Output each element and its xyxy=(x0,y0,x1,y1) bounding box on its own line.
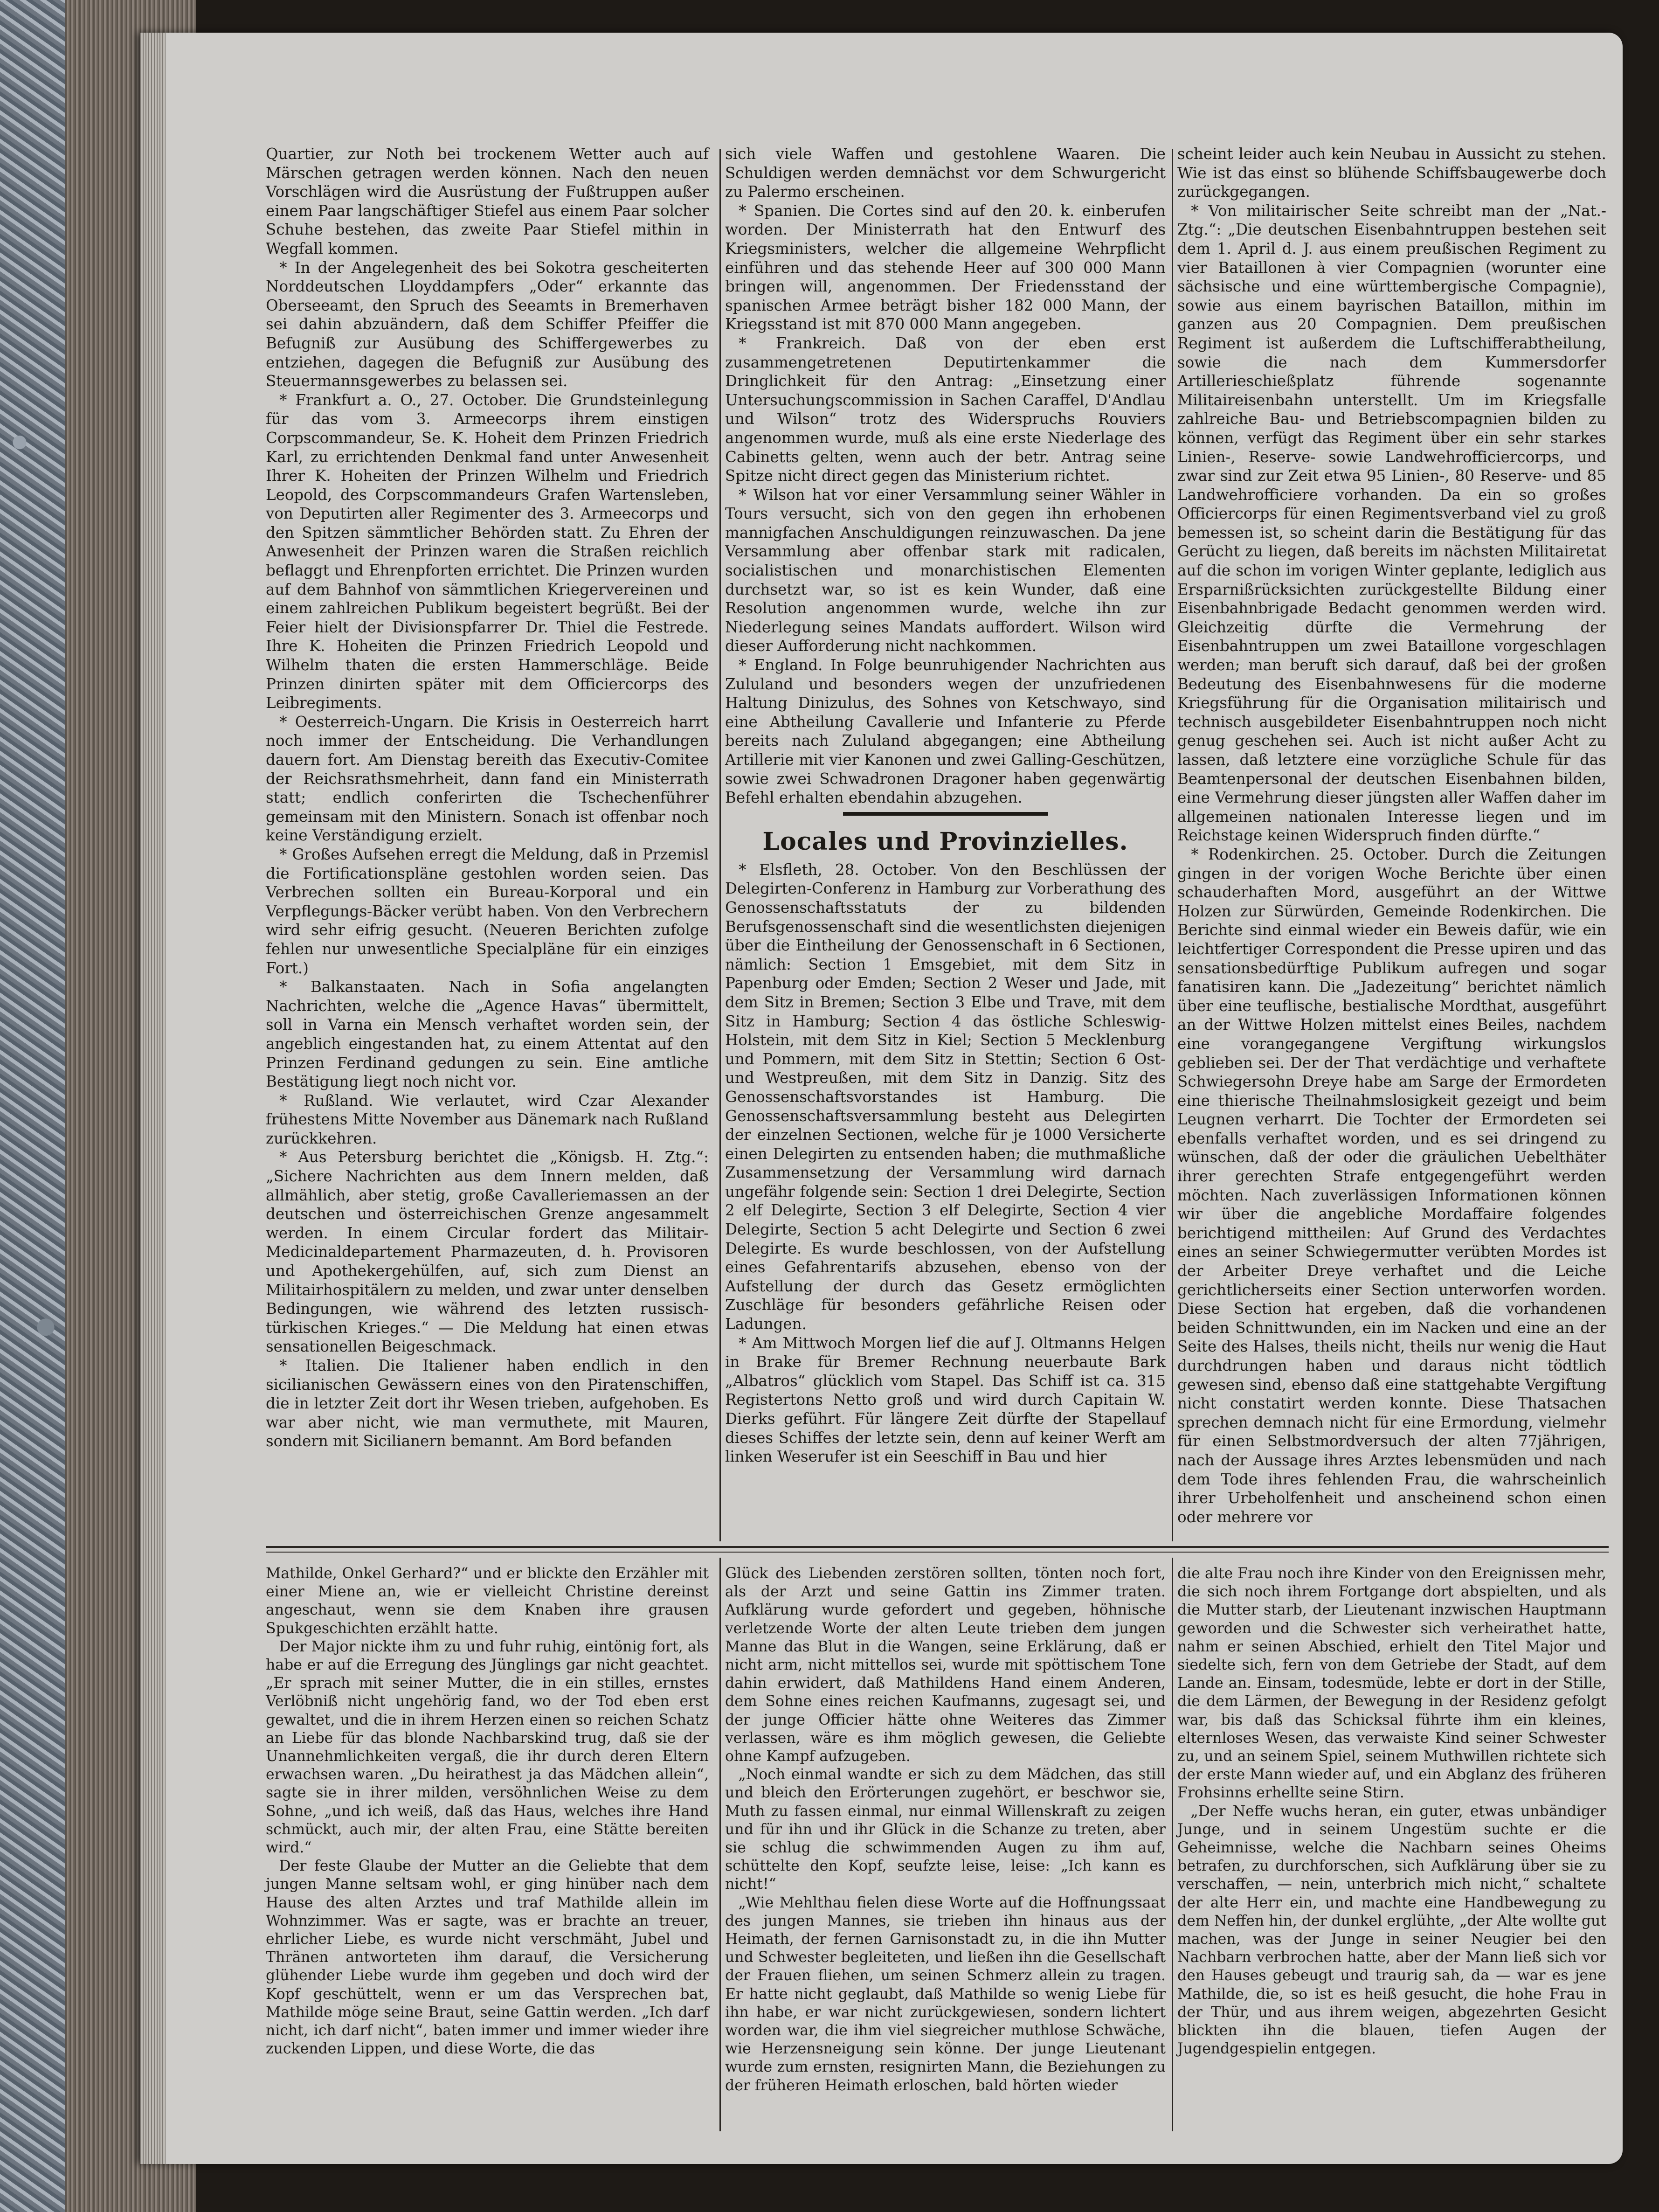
column-divider xyxy=(1172,149,1173,1541)
article-paragraph: * Italien. Die Italiener haben endlich in den sicilianischen Gewässern eines von den Piratenschiffen, die in letzter Zeit dort ihr Wesen trieben, aufgehoben. Es war aber nicht, wie man vermuthete, mit Mauren, sondern mit Sicilianern bemannt. Am Bord befanden xyxy=(266,1357,709,1450)
section-heading: Locales und Provinzielles. xyxy=(762,827,1128,856)
story-paragraph: „Noch einmal wandte er sich zu dem Mädchen, das still und bleich den Erörterungen zugehört, er beschwor sie, Muth zu fassen einmal, nur einmal Willenskraft zu zeigen und für ihn und ihr Glück in die Schanze zu treten, aber sie schlug die schwimmenden Augen zu ihm auf, schüttelte den Kopf, seufzte leise, leise: „Ich kann es nicht!“ xyxy=(725,1766,1166,1893)
article-paragraph: * Großes Aufsehen erregt die Meldung, daß in Przemisl die Fortificationspläne gestohlen worden seien. Das Verbrechen sollten ein Bureau-Korporal und ein Verpflegungs-Bäcker verübt haben. Von den Verbrechern wird sehr eifrig gesucht. (Neueren Berichten zufolge fehlen nur unwesentliche Specialpläne für ein einziges Fort.) xyxy=(266,845,709,977)
news-column-3 xyxy=(1177,145,1606,1526)
article-paragraph: * Balkanstaaten. Nach in Sofia angelangten Nachrichten, welche die „Agence Havas“ übermittelt, soll in Varna ein Mensch verhaftet worden sein, der angeblich eingestanden hat, zu einem Attentat auf den Prinzen Ferdinand gedungen zu sein. Eine amtliche Bestätigung liegt noch nicht vor. xyxy=(266,978,709,1091)
feuilleton-column-1 xyxy=(266,1565,709,2058)
feuilleton-column-2 xyxy=(725,1565,1166,2095)
section-rule xyxy=(266,1552,1609,1553)
article-paragraph: * Von militairischer Seite schreibt man der „Nat.-Ztg.“: „Die deutschen Eisenbahntruppen bestehen seit dem 1. April d. J. aus einem preußischen Regiment zu vier Bataillonen à vier Compagnien (worunter eine sächsische und eine württembergische Compagnie), sowie aus einem bayrischen Bataillon, mithin im ganzen aus 20 Compagnien. Dem preußischen Regiment ist außerdem die Luftschifferabtheilung, sowie die nach dem Kummersdorfer Artillerieschießplatz führende sogenannte Militaireisenbahn unterstellt. Um im Kriegsfalle zahlreiche Bau- und Betriebscompagnien bilden zu können, verfügt das Regiment über ein sehr starkes Linien-, Reserve- sowie Landwehrofficiercorps, und zwar sind zur Zeit etwa 95 Linien-, 80 Reserve- und 85 Landwehrofficiere vorhanden. Da ein so großes Officiercorps für einen Regimentsverband viel zu groß bemessen ist, so scheint darin die Bestätigung für das Gerücht zu liegen, daß bereits im nächsten Militairetat auf die schon im vorigen Winter geplante, lediglich aus Ersparnißrücksichten zurückgestellte Bildung einer Eisenbahnbrigade Bedacht genommen werden wird. Gleichzeitig dürfte die Vermehrung der Eisenbahntruppen um zwei Bataillone vorgeschlagen werden; man beruft sich darauf, daß bei der großen Bedeutung des Eisenbahnwesens für die moderne Kriegsführung für die Organisation militairisch und technisch ausgebildeter Eisenbahntruppen noch nicht genug geschehen sei. Auch ist nicht außer Acht zu lassen, daß letztere eine vorzügliche Schule für das Beamtenpersonal der deutschen Eisenbahnen bilden, eine Vermehrung dieser jüngsten aller Waffen daher im allgemeinen nationalen Interesse liegen und im Reichstage keinen Widerspruch finden dürfte.“ xyxy=(1177,201,1606,845)
news-column-2 xyxy=(725,145,1166,1466)
column-divider xyxy=(719,1558,721,2131)
story-paragraph: die alte Frau noch ihre Kinder von den Ereignissen mehr, die sich noch ihrem Fortgange dort abspielten, und als die Mutter starb, der Lieutenant inzwischen Hauptmann geworden und die Schwester sich verheirathet hatte, nahm er seinen Abschied, erhielt den Titel Major und siedelte sich, fern von dem Getriebe der Stadt, auf dem Lande an. Einsam, todesmüde, lebte er dort in der Stille, die dem Lärmen, der Bewegung in der Residenz gefolgt war, bis daß das Schicksal führte ihm ein kleines, elternloses Wesen, das verwaiste Kind seiner Schwester zu, und an seinem Spiel, seinem Muthwillen richtete sich der erste Mann wieder auf, und ein Abglanz des früheren Frohsinns erhellte seine Stirn. xyxy=(1177,1565,1606,1802)
article-paragraph: * Frankreich. Daß von der eben erst zusammengetretenen Deputirtenkammer die Dringlichkeit für den Antrag: „Einsetzung einer Untersuchungscommission in Sachen Caraffel, D'Andlau und Wilson“ trotz des Widerspruchs Rouviers angenommen wurde, muß als eine erste Niederlage des Cabinetts gelten, wenn auch der betr. Antrag seine Spitze nicht direct gegen das Ministerium richtet. xyxy=(725,334,1166,485)
section-rule xyxy=(266,1546,1609,1548)
article-paragraph: * England. In Folge beunruhigender Nachrichten aus Zululand und besonders wegen der unzufriedenen Haltung Dinizulus, des Sohnes von Ketschwayo, sind eine Abtheilung Cavallerie und Infanterie zu Pferde bereits nach Zululand abgegangen; eine Abtheilung Artillerie mit vier Kanonen und zwei Galling-Geschützen, sowie zwei Schwadronen Dragoner haben gegenwärtig Befehl erhalten ebendahin abzugehen. xyxy=(725,656,1166,807)
article-paragraph: * In der Angelegenheit des bei Sokotra gescheiterten Norddeutschen Lloyddampfers „Oder“ erkannte das Oberseeamt, den Spruch des Seeamts in Bremerhaven sei dahin abzuändern, daß dem Schiffer Pfeiffer die Befugniß zur Ausübung des Schiffergewerbes zu entziehen, dagegen die Befugniß zur Ausübung des Steuermannsgewerbes zu belassen sei. xyxy=(266,258,709,390)
story-paragraph: Der Major nickte ihm zu und fuhr ruhig, eintönig fort, als habe er auf die Erregung des Jünglings gar nicht geachtet. „Er sprach mit seiner Mutter, die in ein stilles, ernstes Verlöbniß nicht ungehörig fand, wo der Tod eben erst gewaltet, und die in ihrem Herzen einen so reichen Schatz an Liebe für das blonde Nachbarskind trug, daß sie der Unannehmlichkeiten vergaß, die ihr durch deren Eltern erwachsen waren. „Du heirathest ja das Mädchen allein“, sagte sie in ihrer milden, versöhnlichen Weise zu dem Sohne, „und ich weiß, daß das Haus, welches ihre Hand schmückt, auch mir, der alten Frau, eine Stätte bereiten wird.“ xyxy=(266,1638,709,1857)
story-paragraph: „Wie Mehlthau fielen diese Worte auf die Hoffnungssaat des jungen Mannes, sie trieben ihn hinaus aus der Heimath, der fernen Garnisonstadt zu, in die ihn Mutter und Schwester begleiteten, und ließen ihn die Gesellschaft der Frauen fliehen, um seinen Schmerz allein zu tragen. Er hatte nicht geglaubt, daß Mathilde so wenig Liebe für ihn habe, er war nicht zurückgewiesen, sondern lichtert worden war, die ihm viel siegreicher muthlose Schwäche, wie Herzensneigung sein könne. Der junge Lieutenant wurde zum ernsten, resignirten Mann, die Beziehungen zu der früheren Heimath erloschen, bald hörten wieder xyxy=(725,1894,1166,2094)
article-paragraph: sich viele Waffen und gestohlene Waaren. Die Schuldigen werden demnächst vor dem Schwurgericht zu Palermo erscheinen. xyxy=(725,145,1166,201)
column-divider xyxy=(1172,1558,1173,2131)
heading-rule xyxy=(843,812,1048,816)
article-paragraph: Quartier, zur Noth bei trockenem Wetter auch auf Märschen getragen werden können. Nach den neuen Vorschlägen wird die Ausrüstung der Fußtruppen außer einem Paar langschäftiger Stiefel aus einem Paar solcher Schuhe bestehen, das zweite Paar Stiefel mithin in Wegfall kommen. xyxy=(266,145,709,257)
article-paragraph: * Oesterreich-Ungarn. Die Krisis in Oesterreich harrt noch immer der Entscheidung. Die Verhandlungen dauern fort. Am Dienstag bereith das Executiv-Comitee der Reichsrathsmehrheit, dann fand ein Ministerrath statt; endlich conferirten die Tschechenführer gemeinsam mit den Ministern. Sonach ist offenbar noch keine Verständigung erzielt. xyxy=(266,713,709,845)
story-paragraph: Glück des Liebenden zerstören sollten, tönten noch fort, als der Arzt und seine Gattin ins Zimmer traten. Aufklärung wurde gefordert und gegeben, höhnische verletzende Worte der alten Leute trieben dem jungen Manne das Blut in die Wangen, seine Erklärung, daß er nicht arm, nicht mittellos sei, wurde mit spöttischem Tone dahin erwidert, daß Mathildens Hand einem Anderen, dem Sohne eines reichen Kaufmanns, zugesagt sei, und der junge Officier hätte ohne Weiteres das Zimmer verlassen, wäre es ihm möglich gewesen, die Geliebte ohne Kampf aufzugeben. xyxy=(725,1565,1166,1765)
story-paragraph: Der feste Glaube der Mutter an die Geliebte that dem jungen Manne seltsam wohl, er ging hinüber nach dem Hause des alten Arztes und traf Mathilde allein im Wohnzimmer. Was er sagte, was er brachte an treuer, ehrlicher Liebe, es wurde nicht verschmäht, Jubel und Thränen antworteten ihm darauf, die Versicherung glühender Liebe wurde ihm gegeben und doch wird der Kopf geschüttelt, wenn er um das Versprechen bat, Mathilde möge seine Braut, seine Gattin werden. „Ich darf nicht, ich darf nicht“, baten immer und immer wieder ihre zuckenden Lippen, und diese Worte, die das xyxy=(266,1858,709,2058)
article-paragraph: * Frankfurt a. O., 27. October. Die Grundsteinlegung für das vom 3. Armeecorps ihrem einstigen Corpscommandeur, Se. K. Hoheit dem Prinzen Friedrich Karl, zu errichtenden Denkmal fand unter Anwesenheit Ihrer K. Hoheiten der Prinzen Wilhelm und Friedrich Leopold, des Corpscommandeurs Grafen Wartensleben, von Deputirten aller Regimenter des 3. Armeecorps und den Spitzen sämmtlicher Behörden statt. Zu Ehren der Anwesenheit der Prinzen waren die Straßen reichlich beflaggt und Ehrenpforten errichtet. Die Prinzen wurden auf dem Bahnhof von sämmtlichen Kriegervereinen und einem zahlreichen Publikum begeistert begrüßt. Bei der Feier hielt der Divisionspfarrer Dr. Thiel die Festrede. Ihre K. Hoheiten die Prinzen Friedrich Leopold und Wilhelm thaten die ersten Hammerschläge. Beide Prinzen dinirten später mit dem Officiercorps des Leibregiments. xyxy=(266,391,709,712)
article-paragraph: * Rußland. Wie verlautet, wird Czar Alexander frühestens Mitte November aus Dänemark nach Rußland zurückkehren. xyxy=(266,1091,709,1147)
article-paragraph: scheint leider auch kein Neubau in Aussicht zu stehen. Wie ist das einst so blühende Schiffsbaugewerbe doch zurückgegangen. xyxy=(1177,145,1606,201)
article-paragraph: * Wilson hat vor einer Versammlung seiner Wähler in Tours versucht, sich von den gegen ihn erhobenen mannigfachen Anschuldigungen reinzuwaschen. Da jene Versammlung aber offenbar stark mit radicalen, socialistischen und monarchistischen Elementen durchsetzt war, so ist es kein Wunder, daß eine Resolution angenommen wurde, welche ihn zur Niederlegung seines Mandats auffordert. Wilson wird dieser Aufforderung nicht nachkommen. xyxy=(725,485,1166,655)
story-paragraph: Mathilde, Onkel Gerhard?“ und er blickte den Erzähler mit einer Miene an, wie er vielleicht Christine dereinst angeschaut, wenn sie dem Knaben ihre grausen Spukgeschichten erzählt hatte. xyxy=(266,1565,709,1637)
news-column-1 xyxy=(266,145,709,1451)
page-gutter xyxy=(140,33,166,2164)
feuilleton-column-3 xyxy=(1177,1565,1606,2058)
article-paragraph: * Rodenkirchen. 25. October. Durch die Zeitungen gingen in der vorigen Woche Berichte über einen schauderhaften Mord, ausgeführt an der Wittwe Holzen zur Sürwürden, Gemeinde Rodenkirchen. Die Berichte sind einmal wieder ein Beweis dafür, wie ein leichtfertiger Correspondent die Presse upiren und das sensationsbedürftige Publikum aufregen und sogar fanatisiren kann. Die „Jadezeitung“ berichtet nämlich über eine teuflische, bestialische Mordthat, ausgeführt an der Wittwe Holzen mittelst eines Beiles, nachdem eine vorangegangene Vergiftung wirkungslos geblieben sei. Der der That verdächtige und verhaftete Schwiegersohn Dreye habe am Sarge der Ermordeten eine thierische Theilnahmslosigkeit gezeigt und beim Leugnen verharrt. Die Tochter der Ermordeten sei ebenfalls verhaftet worden, und es sei dringend zu wünschen, daß der oder die gräulichen Uebelthäter ihrer gerechten Strafe entgegengeführt werden möchten. Nach zuverlässigen Informationen können wir über die angebliche Mordaffaire folgendes berichtigend mittheilen: Auf Grund des Verdachtes eines an seiner Schwiegermutter verübten Mordes ist der Arbeiter Dreye verhaftet und die Leiche gerichtlicherseits einer Section unterworfen worden. Diese Section hat ergeben, daß die vorhandenen beiden Schnittwunden, ein im Nacken und eine an der Seite des Halses, theils nicht, theils nur wenig die Haut durchdrungen haben und daraus nicht tödtlich gewesen sind, ebenso daß eine stattgehabte Vergiftung nicht constatirt werden konnte. Diese Thatsachen sprechen demnach nicht für eine Ermordung, vielmehr für einen Selbstmordversuch der alten 77jährigen, nach der Aussage ihres Arztes lebensmüden und nach dem Tode ihres fehlenden Frau, die wahrscheinlich ihrer Urbeholfenheit und anscheinend schon einen oder mehrere vor xyxy=(1177,845,1606,1526)
column-divider xyxy=(719,149,721,1541)
marbled-edge xyxy=(0,0,65,2212)
article-paragraph: * Aus Petersburg berichtet die „Königsb. H. Ztg.“: „Sichere Nachrichten aus dem Innern melden, daß allmählich, aber stetig, große Cavalleriemassen an der deutschen und österreichischen Grenze angesammelt werden. In einem Circular fordert das Militair-Medicinaldepartement Pharmazeuten, d. h. Provisoren und Apothekergehülfen, auf, sich zum Dienst an Militairhospitälern zu melden, und zwar unter denselben Bedingungen, wie während des letzten russisch-türkischen Krieges.“ — Die Meldung hat einen etwas sensationellen Beigeschmack. xyxy=(266,1148,709,1356)
article-paragraph: * Spanien. Die Cortes sind auf den 20. k. einberufen worden. Der Ministerrath hat den Entwurf des Kriegsministers, welcher die allgemeine Wehrpflicht einführen und das stehende Heer auf 300 000 Mann bringen will, angenommen. Der Friedensstand der spanischen Armee beträgt bisher 182 000 Mann, der Kriegsstand ist mit 870 000 Mann angegeben. xyxy=(725,201,1166,333)
story-paragraph: „Der Neffe wuchs heran, ein guter, etwas unbändiger Junge, und in seinem Ungestüm suchte er die Geheimnisse, welche die Nachbarn seines Oheims betrafen, zu durchforschen, sich Aufklärung über sie zu verschaffen, — nein, unterbrich mich nicht,“ schaltete der alte Herr ein, und machte eine Handbewegung zu dem Neffen hin, der dunkel erglühte, „der Alte wollte gut machen, was der Junge in seiner Neugier bei den Nachbarn verbrochen hatte, aber der Mann ließ sich vor den Hauses gebeugt und traurig sah, da — war es jene Mathilde, die, so ist es heiß gesucht, die hohe Frau in der Thür, und aus ihrem weigen, abgezehrten Gesicht blickten ihn die blauen, tiefen Augen der Jugendgespielin entgegen. xyxy=(1177,1803,1606,2058)
article-paragraph: * Am Mittwoch Morgen lief die auf J. Oltmanns Helgen in Brake für Bremer Rechnung neuerbaute Bark „Albatros“ glücklich vom Stapel. Das Schiff ist ca. 315 Registertons Netto groß und wird durch Capitain W. Dierks geführt. Für längere Zeit dürfte der Stapellauf dieses Schiffes der letzte sein, denn auf keiner Werft am linken Weserufer ist ein Seeschiff in Bau und hier xyxy=(725,1334,1166,1466)
article-paragraph: * Elsfleth, 28. October. Von den Beschlüssen der Delegirten-Conferenz in Hamburg zur Vorberathung des Genossenschaftsstatuts der zu bildenden Berufsgenossenschaft sind die wesentlichsten diejenigen über die Eintheilung der Genossenschaft in 6 Sectionen, nämlich: Section 1 Emsgebiet, mit dem Sitz in Papenburg oder Emden; Section 2 Weser und Jade, mit dem Sitz in Bremen; Section 3 Elbe und Trave, mit dem Sitz in Hamburg; Section 4 das östliche Schleswig-Holstein, mit dem Sitz in Kiel; Section 5 Mecklenburg und Pommern, mit dem Sitz in Stettin; Section 6 Ost- und Westpreußen, mit dem Sitz in Danzig. Sitz des Genossenschaftsvorstandes ist Hamburg. Die Genossenschaftsversammlung besteht aus Delegirten der einzelnen Sectionen, welche für je 1000 Versicherte einen Delegirten zu entsenden haben; die muthmaßliche Zusammensetzung der Versammlung wird darnach ungefähr folgende sein: Section 1 drei Delegirte, Section 2 elf Delegirte, Section 3 elf Delegirte, Section 4 vier Delegirte, Section 5 acht Delegirte und Section 6 zwei Delegirte. Es wurde beschlossen, von der Aufstellung eines Gefahrentarifs abzusehen, ebenso von der Aufstellung der durch das Gesetz ermöglichten Zuschläge für besonders gefährliche Reisen oder Ladungen. xyxy=(725,860,1166,1333)
